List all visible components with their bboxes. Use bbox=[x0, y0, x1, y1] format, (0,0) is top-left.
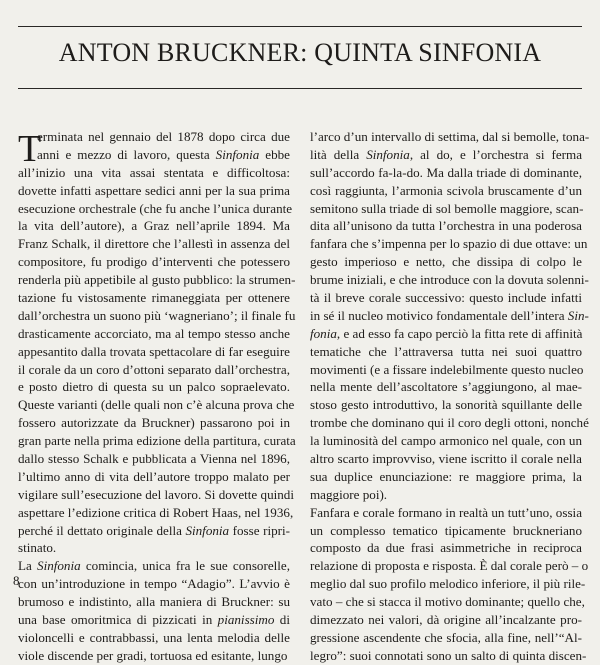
text-line: Queste varianti (delle quali non c’è alcuna prova che bbox=[18, 397, 295, 413]
text-line: altro scarto improvviso, viene iscritto il corale nella bbox=[310, 451, 582, 467]
header-rule-top bbox=[18, 26, 582, 27]
text-line: lità della Sinfonia, al do, e l’orchestra si ferma bbox=[310, 146, 583, 162]
text-line: gressione ascendente che sfocia, alla fine, nell’“Al- bbox=[310, 629, 582, 645]
text-line: gran parte nella prima edizione della partitura, curata bbox=[18, 433, 296, 449]
header-rule-bottom bbox=[18, 88, 582, 89]
text-line: maggiore poi). bbox=[310, 486, 388, 502]
text-line: vigilare sull’esecuzione del lavoro. Si dovette quindi bbox=[18, 486, 294, 502]
text-line: dallo stesso Schalk e pubblicata a Vienna nel 1896, bbox=[18, 451, 290, 467]
text-line: fossero autorizzate da Bruckner) passarono poi in bbox=[18, 415, 290, 431]
text-line: una base omoritmica di pizzicati in pianissimo di bbox=[18, 612, 290, 628]
text-line: il corale da un coro d’ottoni separato dall’orchestra, bbox=[18, 361, 290, 377]
text-line: movimenti (e a fissare indelebilmente questo nucleo bbox=[310, 361, 584, 377]
text-line: fonia, e ad esso fa capo perciò la fitta rete di affinità bbox=[310, 325, 583, 341]
text-line: perché il dettato originale della Sinfonia fosse ripri- bbox=[18, 522, 290, 538]
text-line: brumoso e indistinto, alla maniera di Bruckner: su bbox=[18, 594, 290, 610]
text-line: anni e mezzo di lavoro, questa Sinfonia ebbe bbox=[37, 146, 290, 162]
text-line: compositore, fu prodigo d’interventi che potessero bbox=[18, 254, 290, 270]
drop-cap: T bbox=[18, 128, 42, 170]
text-line: fanfara che s’impenna per lo spazio di due ottave: un bbox=[310, 236, 588, 252]
text-line: renderla più appetibile al gusto pubblico: la strumen- bbox=[18, 272, 296, 288]
left-column bbox=[18, 128, 296, 665]
text-line: stoso gesto introduttivo, la sonorità squillante delle bbox=[310, 397, 582, 413]
page-number: 8 bbox=[13, 573, 20, 588]
text-line: tà il breve corale successivo: questo include infatti bbox=[310, 290, 582, 306]
text-line: meglio dal suo profilo melodico inferiore, il più rile- bbox=[310, 576, 586, 592]
text-line: legro”: suoi connotati sono un salto di quinta discen- bbox=[310, 647, 587, 663]
text-line: e posto dietro di questa su un palco sopraelevato. bbox=[18, 379, 290, 395]
text-line: l’arco d’un intervallo di settima, dal si bemolle, tona- bbox=[310, 129, 590, 144]
text-line: trombe che dominano qui il coro degli ottoni, nonché bbox=[310, 415, 589, 431]
text-line: in sé il nucleo motivico fondamentale dell’intera Sin- bbox=[310, 307, 589, 323]
text-line: brume iniziali, e che introduce con la dovuta solenni- bbox=[310, 272, 589, 288]
text-line: con un’introduzione in tempo “Adagio”. L’avvio è bbox=[18, 576, 290, 592]
text-line: esecuzione orchestrale (che fu anche l’unica durante bbox=[18, 200, 293, 216]
text-line: erminata nel gennaio del 1878 dopo circa due bbox=[37, 129, 290, 144]
text-line: tazione fu vistosamente rimaneggiata per ottenere bbox=[18, 290, 290, 306]
text-line: all’inizio una vita assai stentata e difficoltosa: bbox=[18, 164, 290, 180]
text-line: semitono sulla triade di sol bemolle maggiore, scan- bbox=[310, 200, 584, 216]
right-column bbox=[310, 128, 590, 665]
text-line: nella mente dell’ascoltatore s’aggiungono, al mae- bbox=[310, 379, 582, 395]
text-line: sua duplice enunciazione: re maggiore prima, la bbox=[310, 468, 582, 484]
text-line: La Sinfonia comincia, unica fra le sue consorelle, bbox=[18, 558, 290, 574]
text-line: tematiche che l’attraversa tutta nei suoi quattro bbox=[310, 343, 582, 359]
text-line: così raggiunta, l’armonia scivola bruscamente d’un bbox=[310, 182, 582, 198]
text-line: sull’accordo fa-la-do. Ma dalla triade di dominante, bbox=[310, 164, 582, 180]
text-line: appesantito dalla trovata spettacolare di far eseguire bbox=[18, 343, 290, 359]
text-line: stinato. bbox=[18, 540, 57, 556]
text-line: vato – che si stacca il motivo dominante; quello che, bbox=[310, 594, 585, 610]
text-line: viole discende per gradi, tortuosa ed esitante, lungo bbox=[18, 647, 288, 663]
text-line: la luminosità del campo armonico nel quale, con un bbox=[310, 433, 582, 449]
text-line: Fanfara e corale formano in realtà un tutt’uno, ossia bbox=[310, 504, 582, 520]
page-title: ANTON BRUCKNER: QUINTA SINFONIA bbox=[58, 38, 542, 67]
text-line: un complesso tematico tipicamente bruckneriano bbox=[310, 522, 582, 538]
text-line: composto da due frasi asimmetriche in reciproca bbox=[310, 540, 582, 556]
text-line: dall’orchestra un suono più ‘wagneriano’; il finale fu bbox=[18, 307, 296, 323]
text-line: dovette infatti aspettare sedici anni per la sua prima bbox=[18, 182, 290, 198]
text-line: aspettare l’edizione critica di Robert Haas, nel 1936, bbox=[18, 504, 294, 520]
text-line: Franz Schalk, il direttore che l’allestì in assenza del bbox=[18, 236, 290, 252]
text-line: dita all’unisono da tutta l’orchestra in una poderosa bbox=[310, 218, 582, 234]
text-line: dimezzato nei valori, dà origine all’incalzante pro- bbox=[310, 612, 582, 628]
text-line: violoncelli e contrabbassi, una lenta melodia delle bbox=[18, 629, 290, 645]
text-line: l’ultimo anno di vita dell’autore troppo malato per bbox=[18, 468, 290, 484]
text-line: drasticamente accorciato, ma al tempo stesso anche bbox=[18, 325, 290, 341]
text-line: la vita dell’autore), a Graz nell’aprile 1894. Ma bbox=[18, 218, 290, 234]
text-line: relazione di proposta e risposta. È dal corale però – o bbox=[310, 558, 589, 574]
text-line: gesto imperioso e netto, che dissipa di colpo le bbox=[310, 254, 582, 270]
